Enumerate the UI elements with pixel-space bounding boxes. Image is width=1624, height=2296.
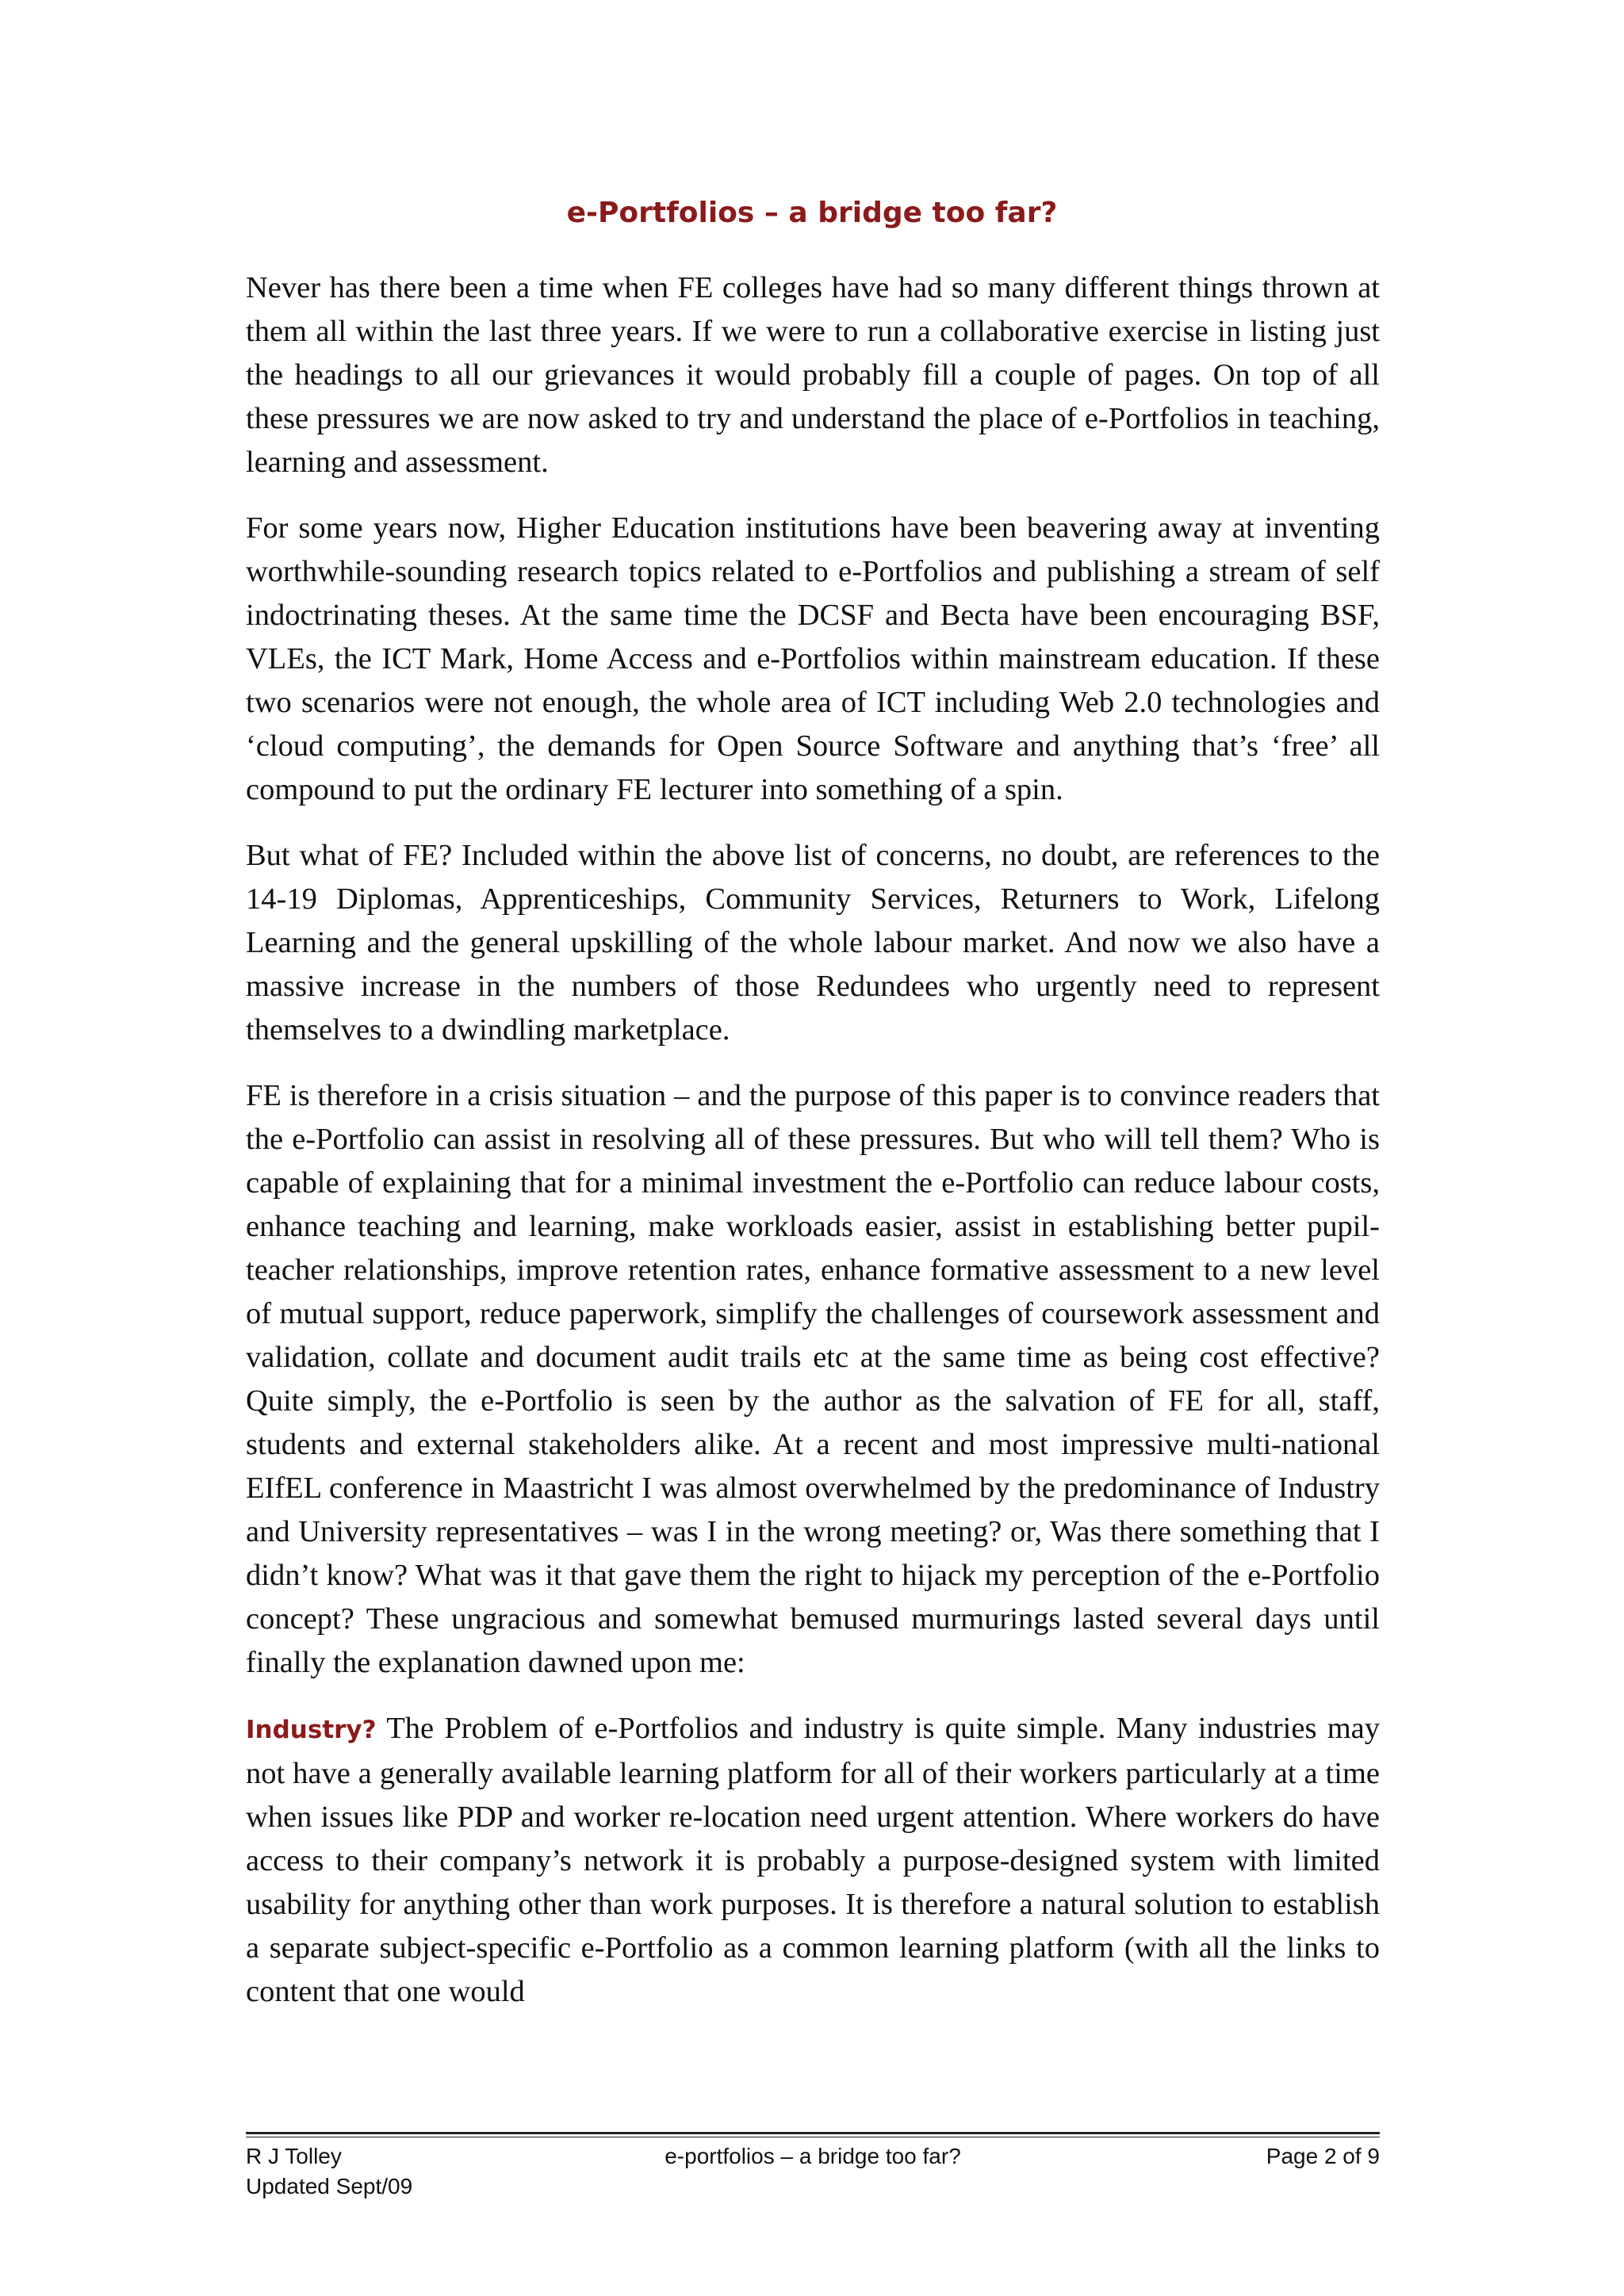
footer-updated: Updated Sept/09: [246, 2174, 413, 2198]
footer-doc-title: e-portfolios – a bridge too far?: [665, 2144, 961, 2168]
footer-divider: [246, 2132, 1380, 2134]
industry-heading: Industry?: [246, 1716, 377, 1744]
industry-text: The Problem of e-Portfolios and industry is quite simple. Many industries may not have a generally available learning platform for all of their workers particularly at a time when issues like PDP and worker re-location need urgent attention. Where workers do have access to their company’s network it is probably a purpose-designed system with limited usability for anything other than work purposes. It is therefore a natural solution to establish a separate subject-specific e-Portfolio as a common learning platform (with all the links to content that one would: [246, 1712, 1380, 2008]
footer-author: R J Tolley: [246, 2144, 342, 2168]
footer-page-number: Page 2 of 9: [1266, 2144, 1380, 2168]
document-body: [246, 266, 1380, 2036]
document-title: e-Portfolios – a bridge too far?: [566, 197, 1058, 229]
paragraph-4: FE is therefore in a crisis situation – and the purpose of this paper is to convince readers that the e-Portfolio can assist in resolving all of these pressures. But who will tell them? Who is capable of explaining that for a minimal investment the e-Portfolio can reduce labour costs, enhance teaching and learning, make workloads easier, assist in establishing better pupil-teacher relationships, improve retention rates, enhance formative assessment to a new level of mutual support, reduce paperwork, simplify the challenges of coursework assessment and validation, collate and document audit trails etc at the same time as being cost effective? Quite simply, the e-Portfolio is seen by the author as the salvation of FE for all, staff, students and external stakeholders alike. At a recent and most impressive multi-national EIfEL conference in Maastricht I was almost overwhelmed by the predominance of Industry and University representatives – was I in the wrong meeting? or, Was there something that I didn’t know? What was it that gave them the right to hijack my perception of the e-Portfolio concept? These ungracious and somewhat bemused murmurings lasted several days until finally the explanation dawned upon me:: [246, 1079, 1380, 1679]
paragraph-industry: [246, 1707, 1380, 2014]
paragraph-3: But what of FE? Included within the above list of concerns, no doubt, are references to the 14-19 Diplomas, Apprenticeships, Community Services, Returners to Work, Lifelong Learning and the general upskilling of the whole labour market. And now we also have a massive increase in the numbers of those Redundees who urgently need to represent themselves to a dwindling marketplace.: [246, 839, 1380, 1047]
paragraph-2: For some years now, Higher Education institutions have been beavering away at inventing worthwhile-sounding research topics related to e-Portfolios and publishing a stream of self indoctrinating theses. At the same time the DCSF and Becta have been encouraging BSF, VLEs, the ICT Mark, Home Access and e-Portfolios within mainstream education. If these two scenarios were not enough, the whole area of ICT including Web 2.0 technologies and ‘cloud computing’, the demands for Open Source Software and anything that’s ‘free’ all compound to put the ordinary FE lecturer into something of a spin.: [246, 511, 1380, 806]
paragraph-1: Never has there been a time when FE colleges have had so many different things thrown at them all within the last three years. If we were to run a collaborative exercise in listing just the headings to all our grievances it would probably fill a couple of pages. On top of all these pressures we are now asked to try and understand the place of e-Portfolios in teaching, learning and assessment.: [246, 271, 1380, 479]
